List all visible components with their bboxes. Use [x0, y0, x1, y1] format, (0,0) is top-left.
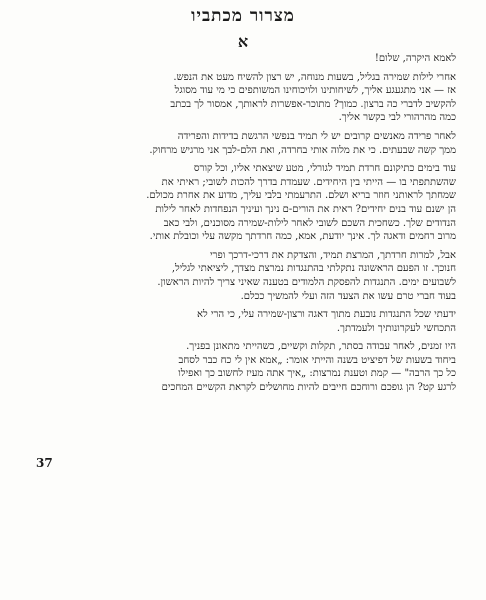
text-line: להקשיב לדברי כה ברצון. כמוך? מתוכר-אפשרות לראותך, אמסור לך בכתב: [170, 98, 456, 110]
text-line: לרגע קט? הן גופכם ורוחכם חייבים להיות מחושלים לקראת הקשיים המחכים: [161, 382, 456, 394]
text-line: שהשתתפתי בו — הייתי בין היחידים. שעמדת בדרך להכות לשובי; ראיתי את: [161, 176, 456, 188]
paragraph: [38, 130, 456, 157]
text-line: שמחתך לראותני חוזר בריא ושלם. התרעמתי בלבי עליך, מדוע את אחרת מכולם.: [146, 190, 456, 202]
text-line: בעוד חברי טרם עשו את הצעד הזה ועלי להמשיך ככלם.: [240, 290, 456, 302]
text-line: התכחשי לעקרונותיך ולעמדתך.: [336, 322, 456, 334]
text-line: אז — אני מתגעגע אליך, לשיחותינו ולויכוחינו המשותפים כי מי עוד מסוגל: [174, 85, 456, 97]
text-line: ידעתי שכל התנגדות נובעת מתוך דאגה ורצון-שמירה עלי, כי הרי לא: [197, 309, 456, 321]
page-title: מצרור מכתביו: [191, 6, 295, 26]
text-line: עוד בימים כתיקונם חרדת תמיד לגורלי, מטע שיצאתי אליו, וכל קורס: [193, 163, 456, 175]
text-line: מרוב רחמים ודאגה לך. אינך יודעת, אמא, כמה חרדתך מקשה עלי וכובלת אותי.: [149, 231, 456, 243]
text-line: הנדודים שלך. כשחכית השכם לשובי לאחר לילות-שמירה מסוכנים, ולבי כאב: [163, 217, 456, 229]
text-line: אבל, למרות חרדתך, המרצת תמיד, והצדקת את דרכי-דרכך ופרי: [209, 249, 456, 261]
text-line: לשבועים ימים. התנגדות להפסקת הלמודים בטענה שאיני צריך להיות הראשון.: [157, 276, 456, 288]
paragraph: [38, 249, 456, 303]
chapter-heading: א: [237, 32, 249, 51]
text-line: היו זמנים, לאחר עבודה בסתר, תקלות וקשיים, כשהייתי מתאונן בפניך.: [186, 341, 456, 353]
text-line: ביחוד בשעות של דפיציט בשנה והייתי אומר: „אמא אין לי כח כבר לסחב: [178, 354, 456, 366]
paragraph: [38, 308, 456, 335]
text-line: לאחר פרידה מאנשים קרובים יש לי תמיד בנפשי הרגשת בדידות והפרידה: [177, 130, 456, 142]
paragraph: [38, 162, 456, 244]
paragraph: [38, 71, 456, 125]
text-line: אחרי לילות שמירה בגליל, בשעות מנוחה, יש רצון להשיח מעט את הנפש.: [173, 71, 456, 83]
text-line: ממך קשה שבעתים. כי את מלוה אותי בחרדה, ואת הלם-לבך אני מרגיש מרחוק.: [149, 144, 456, 156]
text-line: כל כך הרבה" — קמת וטענת נמרצות: „איך אתה מעיז לחשוב כך ואפילו: [178, 368, 456, 380]
text-line: חנוכך. זו הפעם הראשונה נתקלתי בהתנגדות נמרצת מצדך, ליציאתי לגליל,: [171, 263, 456, 275]
text-line: לאמא היקרה, שלום!: [374, 53, 456, 64]
paragraph: [38, 52, 456, 66]
page-number: 37: [36, 456, 53, 470]
text-line: הן ישנם עוד בנים יחידים? ראית את הורים-ם נינך ועיניך הנפחדות לאחר לילות: [155, 203, 456, 215]
letter-body: [38, 52, 456, 395]
text-line: כמה מהרהורי לבי בקשר אליך.: [338, 112, 456, 124]
paragraph: [38, 340, 456, 394]
